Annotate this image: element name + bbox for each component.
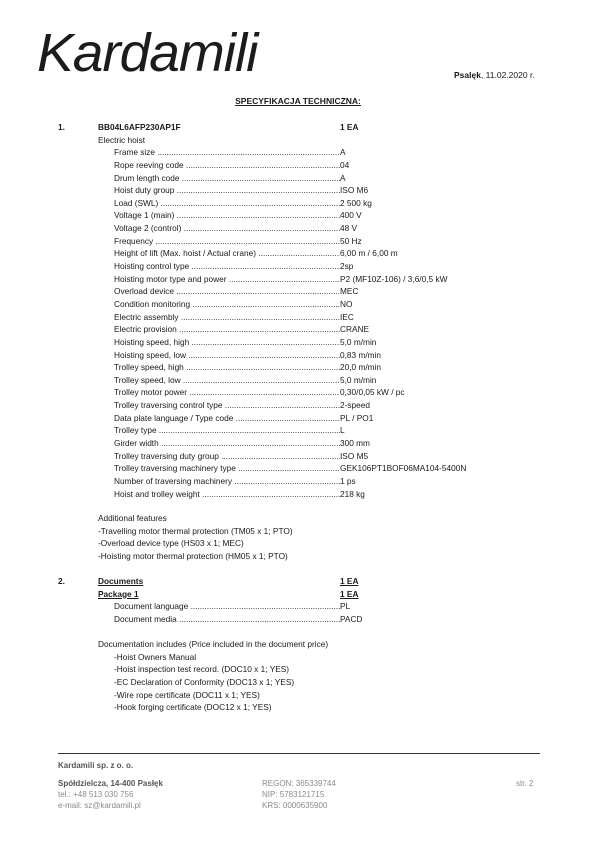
spec-value: 5,0 m/min xyxy=(340,336,377,347)
feature-text: -Overload device type (HS03 x 1; MEC) xyxy=(98,538,244,549)
spec-label: Document language ..... xyxy=(114,600,340,613)
feature-text: -Hoisting motor thermal protection (HM05 x 1; PTO) xyxy=(98,550,288,561)
spec-label: Trolley type ..... xyxy=(114,424,340,437)
includes-row xyxy=(0,701,596,714)
footer-contact xyxy=(58,778,163,811)
item-1-spec-list xyxy=(0,146,596,500)
footer-phone: tel.: +48 513 030 756 xyxy=(58,790,134,799)
spec-label: Trolley speed, high ..... xyxy=(114,361,340,374)
spec-value: 04 xyxy=(340,159,350,170)
spec-row xyxy=(0,437,596,450)
document-title: SPECYFIKACJA TECHNICZNA: xyxy=(235,96,361,106)
footer-page-number: str. 2 xyxy=(516,779,534,788)
includes-text: -Hoist Owners Manual xyxy=(114,651,197,662)
spec-row xyxy=(0,247,596,260)
spec-label: Hoisting speed, high ..... xyxy=(114,336,340,349)
spec-row xyxy=(0,311,596,324)
includes-title: Documentation includes (Price included in the document price) xyxy=(98,639,329,649)
spec-value: IEC xyxy=(340,311,354,322)
spec-row xyxy=(0,374,596,387)
spec-label: Document media ..... xyxy=(114,613,340,626)
spec-label: Voltage 2 (control) ..... xyxy=(114,222,340,235)
item-2-number: 2. xyxy=(58,576,65,586)
document-date xyxy=(454,70,535,80)
date-place: Psalęk xyxy=(454,70,481,80)
footer-nip: NIP: 5783121715 xyxy=(262,790,325,799)
spec-value: A xyxy=(340,147,346,158)
includes-text: -Hoist inspection test record. (DOC10 x 1; YES) xyxy=(114,664,290,675)
spec-value: 6,00 m / 6,00 m xyxy=(340,248,398,259)
footer-registry xyxy=(262,778,336,811)
spec-label: Hoisting speed, low ..... xyxy=(114,349,340,362)
spec-value: 0,83 m/min xyxy=(340,349,382,360)
spec-value: CRANE xyxy=(340,324,370,335)
item-1-subtitle: Electric hoist xyxy=(98,134,146,145)
spec-row xyxy=(0,386,596,399)
spec-value: ISO M5 xyxy=(340,450,369,461)
spec-label: Data plate language / Type code ..... xyxy=(114,412,340,425)
spec-label: Load (SWL) ..... xyxy=(114,197,340,210)
item-1-quantity: 1 EA xyxy=(340,122,359,132)
spec-value: 48 V xyxy=(340,223,358,234)
spec-label: Rope reeving code ..... xyxy=(114,159,340,172)
item-2-quantity: 1 EA xyxy=(340,576,359,586)
spec-value: 2sp xyxy=(340,261,354,272)
footer-krs: KRS: 0000635900 xyxy=(262,801,328,810)
feature-row xyxy=(0,525,596,538)
spec-row xyxy=(0,323,596,336)
package-title: Package 1 xyxy=(98,588,139,599)
footer-address: Spółdzielcza, 14-400 Pasłęk xyxy=(58,779,163,788)
spec-label: Frame size ..... xyxy=(114,146,340,159)
spec-row xyxy=(0,600,596,613)
spec-value: L xyxy=(340,425,345,436)
spec-value: 400 V xyxy=(340,210,362,221)
spec-label: Hoist and trolley weight ..... xyxy=(114,488,340,501)
spec-row xyxy=(0,184,596,197)
item-2-header-row xyxy=(0,575,596,588)
spec-value: P2 (MF10Z-106) / 3,6/0,5 kW xyxy=(340,273,448,284)
spec-value: PL xyxy=(340,601,351,612)
spec-value: NO xyxy=(340,298,353,309)
spec-label: Hoist duty group ..... xyxy=(114,184,340,197)
item-2-section xyxy=(0,575,596,626)
spec-value: 2-speed xyxy=(340,400,370,411)
spec-row xyxy=(0,273,596,286)
spec-value: 50 Hz xyxy=(340,235,362,246)
spec-label: Trolley traversing machinery type ..... xyxy=(114,462,340,475)
spec-value: 218 kg xyxy=(340,488,365,499)
footer-company: Kardamili sp. z o. o. xyxy=(58,761,134,770)
spec-label: Height of lift (Max. hoist / Actual crane) ..... xyxy=(114,247,340,260)
spec-value: 0,30/0,05 kW / pc xyxy=(340,387,405,398)
spec-row xyxy=(0,349,596,362)
spec-row xyxy=(0,361,596,374)
spec-value: 20,0 m/min xyxy=(340,362,382,373)
spec-row xyxy=(0,197,596,210)
spec-label: Trolley traversing control type ..... xyxy=(114,399,340,412)
spec-value: PACD xyxy=(340,613,363,624)
item-1-header-row xyxy=(0,121,596,134)
includes-text: -Hook forging certificate (DOC12 x 1; YES) xyxy=(114,702,272,713)
includes-row xyxy=(0,689,596,702)
feature-text: -Travelling motor thermal protection (TM05 x 1; PTO) xyxy=(98,525,293,536)
footer-regon: REGON: 365339744 xyxy=(262,779,336,788)
spec-label: Drum length code ..... xyxy=(114,172,340,185)
spec-label: Frequency ..... xyxy=(114,235,340,248)
item-1-subtitle-row xyxy=(0,134,596,147)
spec-label: Hoisting motor type and power ..... xyxy=(114,273,340,286)
spec-row xyxy=(0,336,596,349)
company-logo: Kardamili xyxy=(37,23,258,83)
spec-label: Trolley speed, low ..... xyxy=(114,374,340,387)
spec-value: MEC xyxy=(340,286,359,297)
includes-text: -Wire rope certificate (DOC11 x 1; YES) xyxy=(114,689,260,700)
spec-row xyxy=(0,399,596,412)
package-quantity: 1 EA xyxy=(340,588,359,599)
spec-row xyxy=(0,450,596,463)
spec-row xyxy=(0,260,596,273)
footer-email: e-mail: sz@kardamili.pl xyxy=(58,801,141,810)
spec-row xyxy=(0,146,596,159)
date-value: , 11.02.2020 r. xyxy=(480,70,535,80)
spec-label: Trolley traversing duty group ..... xyxy=(114,450,340,463)
includes-row xyxy=(0,676,596,689)
spec-label: Voltage 1 (main) ..... xyxy=(114,209,340,222)
item-2-title: Documents xyxy=(98,576,144,586)
spec-row xyxy=(0,613,596,626)
spec-row xyxy=(0,462,596,475)
spec-value: 300 mm xyxy=(340,438,370,449)
includes-title-row xyxy=(0,638,596,651)
spec-row xyxy=(0,424,596,437)
spec-value: GEK106PT1BOF06MA104-5400N xyxy=(340,463,467,474)
spec-row xyxy=(0,285,596,298)
spec-value: 5,0 m/min xyxy=(340,374,377,385)
spec-label: Condition monitoring ..... xyxy=(114,298,340,311)
spec-value: A xyxy=(340,172,346,183)
includes-text: -EC Declaration of Conformity (DOC13 x 1; YES) xyxy=(114,676,295,687)
spec-row xyxy=(0,235,596,248)
item-1-code: BB04L6AFP230AP1F xyxy=(98,122,181,132)
spec-row xyxy=(0,488,596,501)
spec-label: Number of traversing machinery ..... xyxy=(114,475,340,488)
spec-row xyxy=(0,298,596,311)
features-title-row xyxy=(0,512,596,525)
includes-row xyxy=(0,663,596,676)
feature-row xyxy=(0,550,596,563)
features-title: Additional features xyxy=(98,513,167,523)
item-1-number: 1. xyxy=(58,122,65,132)
spec-row xyxy=(0,209,596,222)
spec-value: ISO M6 xyxy=(340,185,369,196)
spec-row xyxy=(0,412,596,425)
documentation-includes xyxy=(0,638,596,714)
spec-label: Electric assembly ..... xyxy=(114,311,340,324)
feature-row xyxy=(0,537,596,550)
spec-label: Trolley motor power ..... xyxy=(114,386,340,399)
spec-row xyxy=(0,222,596,235)
spec-value: 1 ps xyxy=(340,475,356,486)
includes-row xyxy=(0,651,596,664)
package-row xyxy=(0,588,596,601)
spec-row xyxy=(0,475,596,488)
item-1-section xyxy=(0,121,596,500)
spec-value: PL / PO1 xyxy=(340,412,374,423)
spec-value: 2 500 kg xyxy=(340,197,372,208)
footer-divider xyxy=(58,753,540,754)
spec-label: Electric provision ..... xyxy=(114,323,340,336)
spec-row xyxy=(0,159,596,172)
item-1-features xyxy=(0,512,596,563)
spec-label: Girder width ..... xyxy=(114,437,340,450)
spec-label: Overload device ..... xyxy=(114,285,340,298)
spec-row xyxy=(0,172,596,185)
spec-label: Hoisting control type ..... xyxy=(114,260,340,273)
